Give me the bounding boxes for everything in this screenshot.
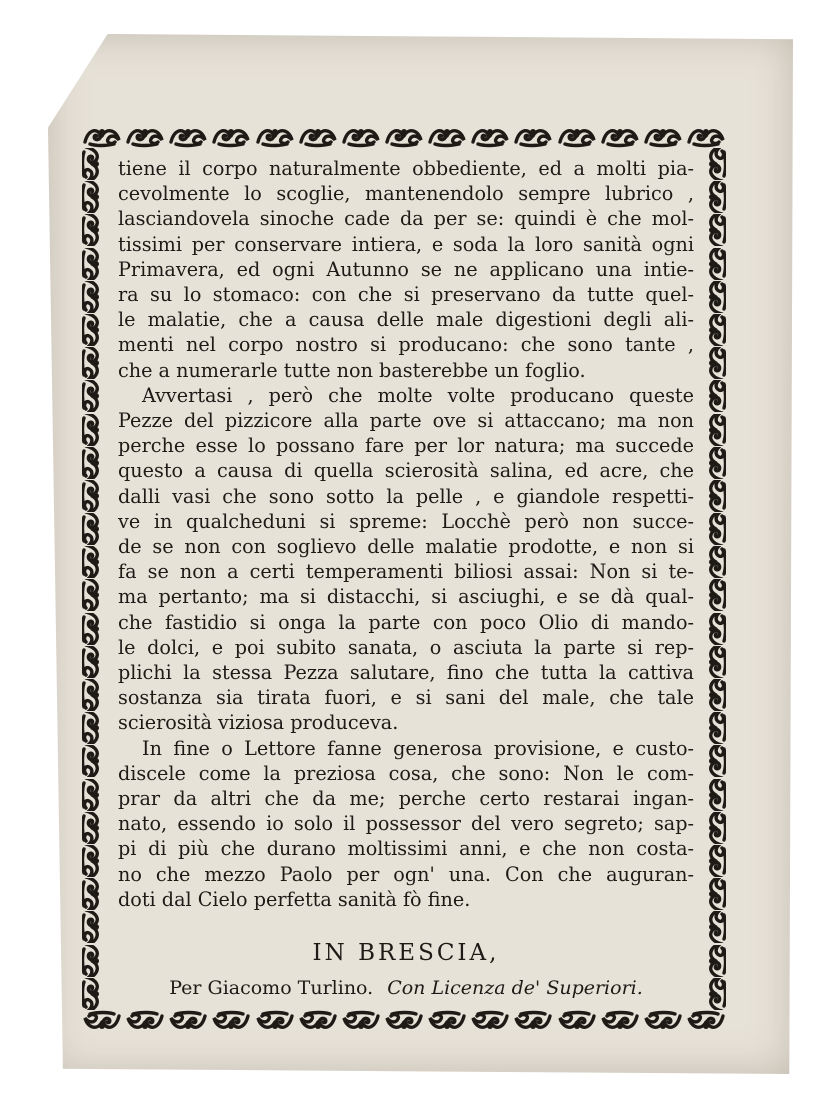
acanthus-fleuron-icon — [706, 281, 726, 313]
acanthus-fleuron-icon — [341, 124, 381, 148]
text-line: tissimi per conservare intiera, e soda la loro sanità ogni — [118, 232, 694, 256]
acanthus-fleuron-icon — [82, 579, 102, 611]
acanthus-fleuron-icon — [706, 845, 726, 877]
imprint-city: IN BRESCIA, — [312, 940, 500, 966]
imprint-printer-line — [118, 974, 694, 1002]
acanthus-fleuron-icon — [82, 911, 102, 943]
acanthus-fleuron-icon — [82, 978, 102, 1010]
text-line: dalli vasi che sono sotto la pelle , e giandole respetti- — [118, 484, 694, 508]
text-line: le dolci, e poi subito sanata, o asciuta la parte si rep- — [118, 635, 694, 659]
acanthus-fleuron-icon — [470, 1010, 510, 1034]
acanthus-fleuron-icon — [557, 1010, 597, 1034]
acanthus-fleuron-icon — [82, 945, 102, 977]
acanthus-fleuron-icon — [211, 1010, 251, 1034]
acanthus-fleuron-icon — [706, 148, 726, 180]
acanthus-fleuron-icon — [125, 124, 165, 148]
imprint — [118, 938, 694, 1002]
border-top — [82, 124, 726, 148]
acanthus-fleuron-icon — [168, 124, 208, 148]
acanthus-fleuron-icon — [470, 124, 510, 148]
acanthus-fleuron-icon — [706, 945, 726, 977]
acanthus-fleuron-icon — [82, 181, 102, 213]
acanthus-fleuron-icon — [513, 1010, 553, 1034]
acanthus-fleuron-icon — [82, 124, 122, 148]
acanthus-fleuron-icon — [384, 1010, 424, 1034]
acanthus-fleuron-icon — [82, 347, 102, 379]
acanthus-fleuron-icon — [82, 779, 102, 811]
text-line: che a numerarle tutte non basterebbe un foglio. — [118, 358, 586, 382]
text-line: no che mezzo Paolo per ogn' una. Con che auguran- — [118, 862, 694, 886]
acanthus-fleuron-icon — [298, 1010, 338, 1034]
text-line: scierosità viziosa produceva. — [118, 711, 399, 735]
text-line: tiene il corpo naturalmente obbediente, ed a molti pia- — [118, 157, 694, 180]
acanthus-fleuron-icon — [706, 314, 726, 346]
text-line: cevolmente lo scoglie, mantenendolo sempre lubrico , — [118, 182, 694, 206]
acanthus-fleuron-icon — [600, 1010, 640, 1034]
acanthus-fleuron-icon — [706, 911, 726, 943]
acanthus-fleuron-icon — [706, 214, 726, 246]
text-line: sostanza sia tirata fuori, e si sani del male, che tale — [118, 686, 694, 710]
acanthus-fleuron-icon — [298, 124, 338, 148]
acanthus-fleuron-icon — [706, 513, 726, 545]
text-line: lasciandovela sinoche cade da per se: quindi è che mol- — [118, 207, 694, 231]
text-line: In fine o Lettore fanne generosa provisione, e custo- — [142, 736, 694, 760]
acanthus-fleuron-icon — [82, 414, 102, 446]
acanthus-fleuron-icon — [643, 1010, 683, 1034]
acanthus-fleuron-icon — [706, 414, 726, 446]
acanthus-fleuron-icon — [706, 613, 726, 645]
acanthus-fleuron-icon — [82, 878, 102, 910]
text-line: Pezze del pizzicore alla parte ove si attaccano; ma non — [118, 409, 694, 433]
text-line: ma pertanto; ma si distacchi, si asciughi, e se dà qual- — [118, 585, 694, 609]
text-line: perche esse lo possano fare per lor natura; ma succede — [118, 434, 694, 458]
acanthus-fleuron-icon — [82, 248, 102, 280]
acanthus-fleuron-icon — [341, 1010, 381, 1034]
acanthus-fleuron-icon — [82, 148, 102, 180]
text-line: questo a causa di quella scierosità salina, ed acre, che — [118, 459, 694, 483]
text-line: ra su lo stomaco: con che si preservano da tutte quel- — [118, 283, 694, 307]
text-line: menti nel corpo nostro si producano: che sono tante , — [118, 333, 694, 357]
acanthus-fleuron-icon — [82, 646, 102, 678]
acanthus-fleuron-icon — [82, 845, 102, 877]
imprint-license: Con Licenza de' Superiori. — [387, 977, 643, 999]
text-line: discele come la preziosa cosa, che sono: Non le com- — [118, 761, 694, 785]
acanthus-fleuron-icon — [706, 745, 726, 777]
text-line: che fastidio si onga la parte con poco Olio di mando- — [118, 610, 694, 634]
acanthus-fleuron-icon — [82, 314, 102, 346]
acanthus-fleuron-icon — [706, 779, 726, 811]
acanthus-fleuron-icon — [82, 380, 102, 412]
body-text — [118, 156, 694, 912]
text-line: ve in qualcheduni si spreme: Locchè però non succe- — [118, 509, 694, 533]
acanthus-fleuron-icon — [384, 124, 424, 148]
acanthus-fleuron-icon — [82, 513, 102, 545]
border-left — [82, 148, 102, 1010]
border-right — [706, 148, 726, 1010]
text-line: pi di più che durano moltissimi anni, e che non costa- — [118, 837, 694, 861]
acanthus-fleuron-icon — [168, 1010, 208, 1034]
acanthus-fleuron-icon — [706, 978, 726, 1010]
text-line: de se non con soglievo delle malatie prodotte, e non si — [118, 535, 694, 559]
text-line: nato, essendo io solo il possessor del vero segreto; sap- — [118, 812, 694, 836]
text-line: Avvertasi , però che molte volte producano queste — [142, 383, 694, 407]
acanthus-fleuron-icon — [82, 812, 102, 844]
acanthus-fleuron-icon — [686, 1010, 726, 1034]
text-line: plichi la stessa Pezza salutare, fino che tutta la cattiva — [118, 661, 694, 685]
text-line: le malatie, che a causa delle male digestioni degli ali- — [118, 308, 694, 332]
acanthus-fleuron-icon — [706, 181, 726, 213]
acanthus-fleuron-icon — [706, 248, 726, 280]
acanthus-fleuron-icon — [125, 1010, 165, 1034]
text-line: Primavera, ed ogni Autunno se ne applicano una intie- — [118, 257, 694, 281]
acanthus-fleuron-icon — [255, 1010, 295, 1034]
text-line: doti dal Cielo perfetta sanità fò fine. — [118, 887, 471, 911]
acanthus-fleuron-icon — [211, 124, 251, 148]
acanthus-fleuron-icon — [706, 380, 726, 412]
text-line: prar da altri che da me; perche certo restarai ingan- — [118, 787, 694, 811]
acanthus-fleuron-icon — [82, 613, 102, 645]
acanthus-fleuron-icon — [82, 712, 102, 744]
border-bottom — [82, 1010, 726, 1034]
acanthus-fleuron-icon — [706, 646, 726, 678]
acanthus-fleuron-icon — [513, 124, 553, 148]
text-line: fa se non a certi temperamenti biliosi assai: Non si te- — [118, 560, 694, 584]
acanthus-fleuron-icon — [706, 712, 726, 744]
imprint-printer: Per Giacomo Turlino. — [169, 977, 374, 999]
acanthus-fleuron-icon — [82, 679, 102, 711]
acanthus-fleuron-icon — [82, 281, 102, 313]
acanthus-fleuron-icon — [706, 347, 726, 379]
acanthus-fleuron-icon — [427, 124, 467, 148]
acanthus-fleuron-icon — [82, 214, 102, 246]
acanthus-fleuron-icon — [706, 812, 726, 844]
acanthus-fleuron-icon — [706, 546, 726, 578]
acanthus-fleuron-icon — [427, 1010, 467, 1034]
acanthus-fleuron-icon — [706, 480, 726, 512]
acanthus-fleuron-icon — [82, 745, 102, 777]
acanthus-fleuron-icon — [82, 447, 102, 479]
acanthus-fleuron-icon — [643, 124, 683, 148]
acanthus-fleuron-icon — [706, 679, 726, 711]
acanthus-fleuron-icon — [686, 124, 726, 148]
acanthus-fleuron-icon — [600, 124, 640, 148]
acanthus-fleuron-icon — [82, 1010, 122, 1034]
acanthus-fleuron-icon — [706, 447, 726, 479]
acanthus-fleuron-icon — [82, 480, 102, 512]
acanthus-fleuron-icon — [255, 124, 295, 148]
acanthus-fleuron-icon — [706, 878, 726, 910]
acanthus-fleuron-icon — [82, 546, 102, 578]
acanthus-fleuron-icon — [557, 124, 597, 148]
acanthus-fleuron-icon — [706, 579, 726, 611]
